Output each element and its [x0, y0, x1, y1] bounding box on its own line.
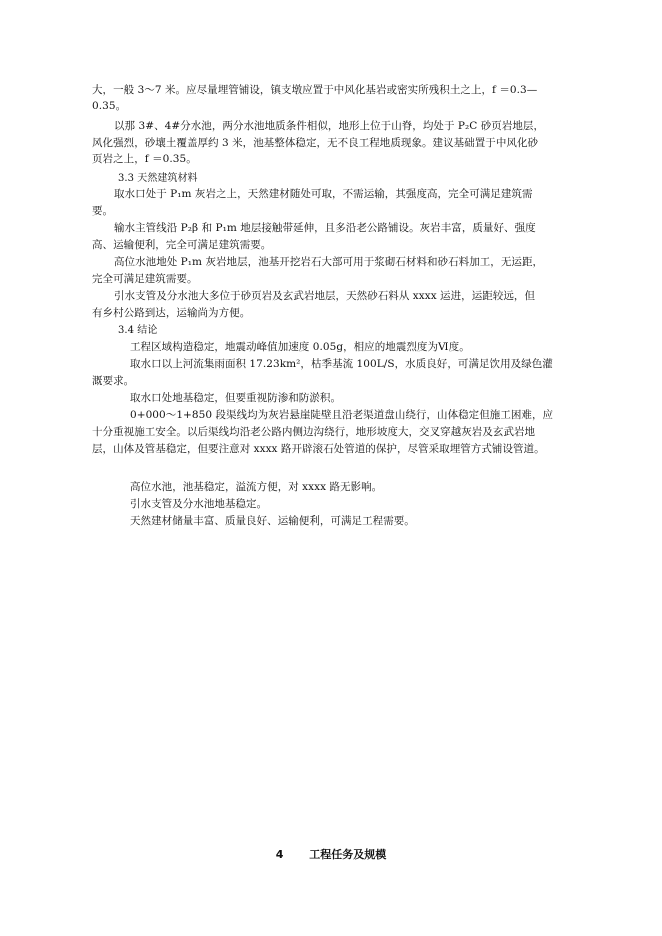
paragraph-line: 取水口处于 P₁m 灰岩之上，天然建材随处可取，不需运输，其强度高，完全可满足建筑需 — [114, 188, 533, 200]
paragraph-line: 高位水池地处 P₁m 灰岩地层，池基开挖岩石大部可用于浆砌石材料和砂石料加工，无运距， — [114, 256, 544, 268]
section-heading: 3.3 天然建筑材料 — [118, 173, 198, 184]
paragraph-line: 输水主管线沿 P₂β 和 P₁m 地层接触带延伸，且多沿老公路铺设。灰岩丰富，质量好、强度 — [114, 222, 536, 234]
page-number: 4 — [275, 848, 284, 861]
paragraph-line: 层，山体及管基稳定，但要注意对 xxxx 路开辟滚石处管道的保护，尽管采取埋管方式铺设管道。 — [92, 443, 545, 455]
paragraph-line: 天然建材储量丰富、质量良好、运输便利，可满足工程需要。 — [130, 515, 415, 527]
paragraph-line: 十分重视施工安全。以后渠线均沿老公路内侧边沟绕行，地形坡度大，交叉穿越灰岩及玄武岩地 — [92, 426, 536, 438]
paragraph-line: 完全可满足建筑需要。 — [92, 273, 198, 285]
paragraph-line: 风化强烈，砂壤土覆盖厚约 3 米，池基整体稳定，无不良工程地质现象。建议基础置于中风化砂 — [92, 137, 539, 149]
paragraph-line: 页岩之上，f ＝0.35。 — [92, 153, 197, 165]
paragraph-line: 引水支管及分水池地基稳定。 — [130, 498, 268, 510]
paragraph-line: 大，一般 3～7 米。应尽量埋管铺设，镇支墩应置于中风化基岩或密实所残积土之上，f ＝0.3— — [92, 84, 538, 96]
paragraph-line: 取水口处地基稳定，但要重视防渗和防淤积。 — [130, 392, 341, 404]
paragraph-line: 取水口以上河流集雨面积 17.23km²，枯季基流 100L/S，水质良好，可满足饮用及绿色灌 — [130, 358, 553, 370]
paragraph-line: 0.35。 — [92, 100, 127, 112]
footer-title: 工程任务及规模 — [309, 848, 387, 861]
paragraph-line: 有乡村公路到达，运输尚为方便。 — [92, 307, 251, 319]
page-footer — [0, 846, 662, 862]
section-heading: 3.4 结论 — [118, 325, 158, 336]
paragraph-line: 高、运输便利，完全可满足建筑需要。 — [92, 239, 272, 251]
paragraph-line: 以那 3#、4#分水池，两分水池地质条件相似，地形上位于山脊，均处于 P₂C 砂页岩地层， — [114, 120, 545, 132]
paragraph-line: 引水支管及分水池大多位于砂页岩及玄武岩地层，天然砂石料从 xxxx 运进，运距较远，但 — [114, 290, 536, 302]
paragraph-line: 0+000～1+850 段渠线均为灰岩悬崖陡壁且沿老渠道盘山绕行，山体稳定但施工困难，应 — [130, 409, 554, 421]
paragraph-line: 溉要求。 — [92, 375, 135, 387]
paragraph-line: 高位水池，池基稳定，溢流方便，对 xxxx 路无影响。 — [130, 481, 383, 493]
paragraph-line: 工程区域构造稳定，地震动峰值加速度 0.05g，相应的地震烈度为Ⅵ度。 — [130, 341, 470, 353]
paragraph-line: 要。 — [92, 205, 114, 217]
